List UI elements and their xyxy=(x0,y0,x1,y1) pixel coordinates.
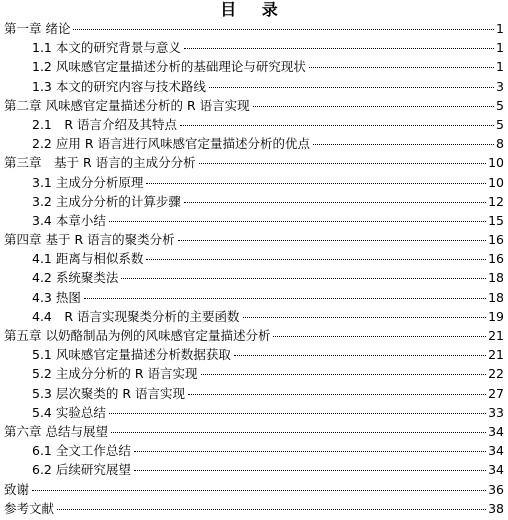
toc-entry-label: 致谢 xyxy=(4,481,30,497)
toc-entry-label: 第二章 风味感官定量描述分析的 R 语言实现 xyxy=(4,97,250,113)
dot-leader xyxy=(243,317,487,318)
toc-entry-label: 4.1 距离与相似系数 xyxy=(32,251,144,267)
dot-leader xyxy=(199,163,486,164)
toc-section-entry[interactable] xyxy=(0,345,508,364)
dot-leader xyxy=(109,413,486,414)
toc-section-entry[interactable] xyxy=(0,288,508,307)
dot-leader xyxy=(188,394,486,395)
toc-section-entry[interactable] xyxy=(0,77,508,96)
toc-entry-label: 第三章 基于 R 语言的主成分分析 xyxy=(4,155,196,171)
toc-entry-page-number: 36 xyxy=(488,481,504,497)
dot-leader xyxy=(184,202,486,203)
dot-leader xyxy=(109,221,486,222)
dot-leader xyxy=(111,432,486,433)
toc-section-entry[interactable] xyxy=(0,460,508,479)
toc-entry-label: 1.2 风味感官定量描述分析的基础理论与研究现状 xyxy=(32,59,306,75)
dot-leader xyxy=(134,451,486,452)
dot-leader xyxy=(184,48,494,49)
toc-entry-label: 4.2 系统聚类法 xyxy=(32,270,119,286)
dot-leader xyxy=(146,259,486,260)
toc-entry-page-number: 19 xyxy=(488,308,504,324)
toc-chapter-entry[interactable] xyxy=(0,326,508,345)
toc-entry-page-number: 10 xyxy=(488,174,504,190)
toc-entry-label: 3.4 本章小结 xyxy=(32,212,106,228)
dot-leader xyxy=(180,125,494,126)
toc-section-entry[interactable] xyxy=(0,211,508,230)
toc-entry-page-number: 18 xyxy=(488,270,504,286)
toc-section-entry[interactable] xyxy=(0,384,508,403)
dot-leader xyxy=(313,144,494,145)
toc-entry-page-number: 38 xyxy=(488,500,504,516)
toc-section-entry[interactable] xyxy=(0,173,508,192)
toc-entry-label: 5.3 层次聚类的 R 语言实现 xyxy=(32,385,185,401)
dot-leader xyxy=(273,336,486,337)
toc-chapter-entry[interactable] xyxy=(0,230,508,249)
toc-entry-page-number: 10 xyxy=(488,155,504,171)
toc-entry-page-number: 33 xyxy=(488,404,504,420)
toc-entry-page-number: 34 xyxy=(488,462,504,478)
toc-entry-label: 5.1 风味感官定量描述分析数据获取 xyxy=(32,347,231,363)
toc-entry-page-number: 21 xyxy=(488,328,504,343)
toc-entry-page-number: 16 xyxy=(488,251,504,267)
toc-entry-page-number: 21 xyxy=(488,347,504,363)
toc-chapter-entry[interactable] xyxy=(0,499,508,518)
dot-leader xyxy=(73,29,494,30)
toc-title: 目 录 xyxy=(220,0,288,19)
toc-entry-label: 6.2 后续研究展望 xyxy=(32,462,131,478)
toc-section-entry[interactable] xyxy=(0,268,508,287)
toc-section-entry[interactable] xyxy=(0,249,508,268)
toc-entry-label: 第一章 绪论 xyxy=(4,21,71,36)
toc-section-entry[interactable] xyxy=(0,57,508,76)
toc-section-entry[interactable] xyxy=(0,441,508,460)
toc-entry-page-number: 15 xyxy=(488,212,504,228)
toc-chapter-entry[interactable] xyxy=(0,480,508,499)
toc-entry-page-number: 5 xyxy=(496,116,504,132)
dot-leader xyxy=(146,183,486,184)
toc-entry-page-number: 27 xyxy=(488,385,504,401)
dot-leader xyxy=(134,470,486,471)
toc-entry-label: 1.3 本文的研究内容与技术路线 xyxy=(32,78,206,94)
toc-entry-page-number: 8 xyxy=(496,136,504,152)
dot-leader xyxy=(57,509,486,510)
toc-entry-page-number: 12 xyxy=(488,193,504,209)
toc-section-entry[interactable] xyxy=(0,364,508,383)
toc-section-entry[interactable] xyxy=(0,134,508,153)
toc-entry-label: 第六章 总结与展望 xyxy=(4,423,108,439)
dot-leader xyxy=(253,106,494,107)
toc-entry-page-number: 1 xyxy=(496,59,504,75)
toc-entry-page-number: 34 xyxy=(488,443,504,459)
toc-entry-label: 参考文献 xyxy=(4,500,55,516)
toc-entry-page-number: 18 xyxy=(488,289,504,305)
toc-section-entry[interactable] xyxy=(0,115,508,134)
toc-section-entry[interactable] xyxy=(0,307,508,326)
dot-leader xyxy=(178,240,486,241)
dot-leader xyxy=(201,374,487,375)
table-of-contents xyxy=(0,19,508,518)
toc-entry-label: 3.2 主成分分析的计算步骤 xyxy=(32,193,181,209)
toc-entry-label: 2.1 R 语言介绍及其特点 xyxy=(32,116,178,132)
dot-leader xyxy=(234,355,486,356)
toc-entry-page-number: 1 xyxy=(496,21,504,36)
dot-leader xyxy=(32,490,486,491)
toc-entry-page-number: 16 xyxy=(488,232,504,248)
dot-leader xyxy=(209,87,494,88)
dot-leader xyxy=(84,298,486,299)
toc-entry-label: 第五章 以奶酪制品为例的风味感官定量描述分析 xyxy=(4,328,271,343)
toc-entry-label: 4.4 R 语言实现聚类分析的主要函数 xyxy=(32,308,240,324)
toc-entry-label: 2.2 应用 R 语言进行风味感官定量描述分析的优点 xyxy=(32,136,310,152)
toc-entry-label: 5.2 主成分分析的 R 语言实现 xyxy=(32,366,198,382)
dot-leader xyxy=(121,278,486,279)
toc-entry-label: 6.1 全文工作总结 xyxy=(32,443,131,459)
toc-chapter-entry[interactable] xyxy=(0,422,508,441)
toc-section-entry[interactable] xyxy=(0,403,508,422)
toc-chapter-entry[interactable] xyxy=(0,19,508,38)
toc-chapter-entry[interactable] xyxy=(0,96,508,115)
toc-entry-page-number: 34 xyxy=(488,423,504,439)
dot-leader xyxy=(309,67,494,68)
toc-section-entry[interactable] xyxy=(0,192,508,211)
toc-entry-label: 4.3 热图 xyxy=(32,289,81,305)
toc-entry-label: 第四章 基于 R 语言的聚类分析 xyxy=(4,232,175,248)
toc-entry-page-number: 22 xyxy=(488,366,504,382)
toc-entry-label: 1.1 本文的研究背景与意义 xyxy=(32,40,181,56)
toc-entry-label: 5.4 实验总结 xyxy=(32,404,106,420)
toc-entry-label: 3.1 主成分分析原理 xyxy=(32,174,144,190)
toc-chapter-entry[interactable] xyxy=(0,153,508,172)
toc-entry-page-number: 5 xyxy=(496,97,504,113)
toc-section-entry[interactable] xyxy=(0,38,508,57)
toc-entry-page-number: 1 xyxy=(496,40,504,56)
toc-entry-page-number: 3 xyxy=(496,78,504,94)
